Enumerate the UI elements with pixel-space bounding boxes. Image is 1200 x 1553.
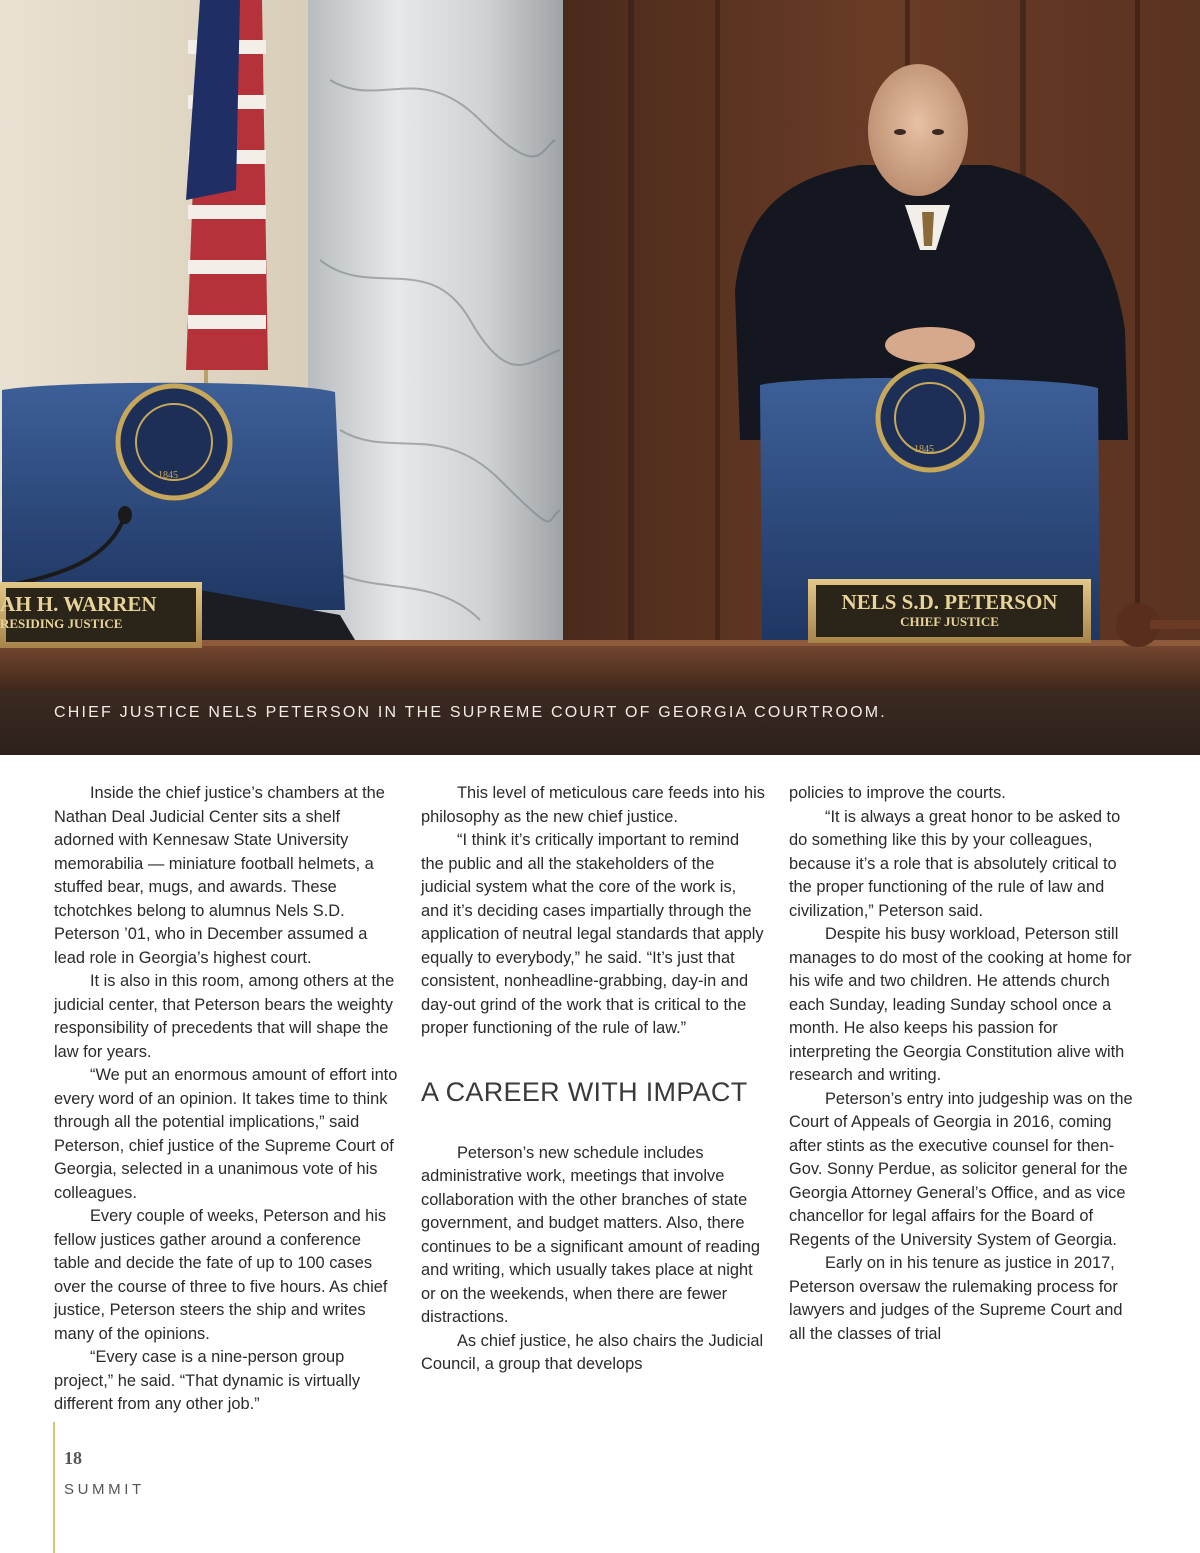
plaque-left-title: RESIDING JUSTICE <box>0 616 123 631</box>
page-number: 18 <box>64 1448 82 1468</box>
paragraph: “I think it’s critically important to remind the public and all the stakeholders of the judicial system what the core of the work is, and it’s deciding cases impartially through the application of neutral legal standards that apply equally to everybody,” he said. “It’s just that consistent, nonheadline-grabbing, day-in and day-out grind of the work that is critical to the proper functioning of the rule of law.” <box>421 831 764 1037</box>
paragraph: It is also in this room, among others at the judicial center, that Peterson bears the weighty responsibility of precedents that will shape the law for years. <box>54 972 395 1061</box>
plaque-right <box>816 590 1083 630</box>
paragraph: “It is always a great honor to be asked to do something like this by your colleagues, because it’s a role that is absolutely critical to the proper functioning of the rule of law and civilization,” Peterson said. <box>789 807 1121 920</box>
paragraph: This level of meticulous care feeds into his philosophy as the new chief justice. <box>421 784 765 826</box>
paragraph: Peterson’s new schedule includes administrative work, meetings that involve collaboration with the other branches of state government, and budget matters. Also, there continues to be a significant amount of reading and writing, which usually takes place at night or on the weekends, when there are fewer distractions. <box>421 1143 760 1326</box>
paragraph: Despite his busy workload, Peterson still manages to do most of the cooking at home for his wife and two children. He attends church each Sunday, leading Sunday school once a month. He also keeps his passion for interpreting the Georgia Constitution alive with research and writing. <box>789 925 1132 1084</box>
seal-left-year: 1845 <box>158 470 178 481</box>
courtroom-illustration <box>0 0 1200 755</box>
photo-caption: CHIEF JUSTICE NELS PETERSON IN THE SUPREME COURT OF GEORGIA COURTROOM. <box>54 704 887 721</box>
courtroom-photo <box>0 0 1200 755</box>
magazine-name: SUMMIT <box>64 1481 145 1498</box>
paragraph: Every couple of weeks, Peterson and his fellow justices gather around a conference table and decide the fate of up to 100 cases over the course of three to five hours. As chief justice, Peterson steers the ship and writes many of the opinions. <box>54 1207 388 1343</box>
plaque-right-title: CHIEF JUSTICE <box>900 614 999 629</box>
paragraph: Peterson’s entry into judgeship was on the Court of Appeals of Georgia in 2016, coming after stints as the executive counsel for then-Gov. Sonny Perdue, as solicitor general for the Georgia Attorney General’s Office, and as vice chancellor for legal affairs for the Board of Regents of the University System of Georgia. <box>789 1089 1133 1249</box>
plaque-left-name: AH H. WARREN <box>0 592 157 616</box>
paragraph: As chief justice, he also chairs the Judicial Council, a group that develops <box>421 1331 764 1373</box>
footer-accent-rule <box>53 1422 55 1553</box>
article-column-1 <box>54 782 399 1417</box>
plaque-left <box>0 592 196 632</box>
plaque-right-name: NELS S.D. PETERSON <box>841 590 1058 614</box>
paragraph: Early on in his tenure as justice in 2017, Peterson oversaw the rulemaking process for lawyers and judges of the Supreme Court and all the classes of trial <box>789 1254 1123 1343</box>
caption-band <box>0 690 1200 755</box>
paragraph: “Every case is a nine-person group project,” he said. “That dynamic is virtually different from any other job.” <box>54 1348 361 1413</box>
section-heading: A CAREER WITH IMPACT <box>421 1076 748 1107</box>
seal-right-year: 1845 <box>914 444 934 455</box>
article-column-2 <box>421 782 766 1377</box>
paragraph: Inside the chief justice’s chambers at the Nathan Deal Judicial Center sits a shelf adorned with Kennesaw State University memorabilia — miniature football helmets, a stuffed bear, mugs, and awards. These tchotchkes belong to alumnus Nels S.D. Peterson ’01, who in December assumed a lead role in Georgia’s highest court. <box>54 784 385 967</box>
paragraph-continued: policies to improve the courts. <box>789 784 1006 802</box>
article-column-3 <box>789 782 1134 1346</box>
paragraph: “We put an enormous amount of effort into every word of an opinion. It takes time to think through all the potential implications,” said Peterson, chief justice of the Supreme Court of Georgia, selected in a unanimous vote of his colleagues. <box>54 1066 398 1202</box>
